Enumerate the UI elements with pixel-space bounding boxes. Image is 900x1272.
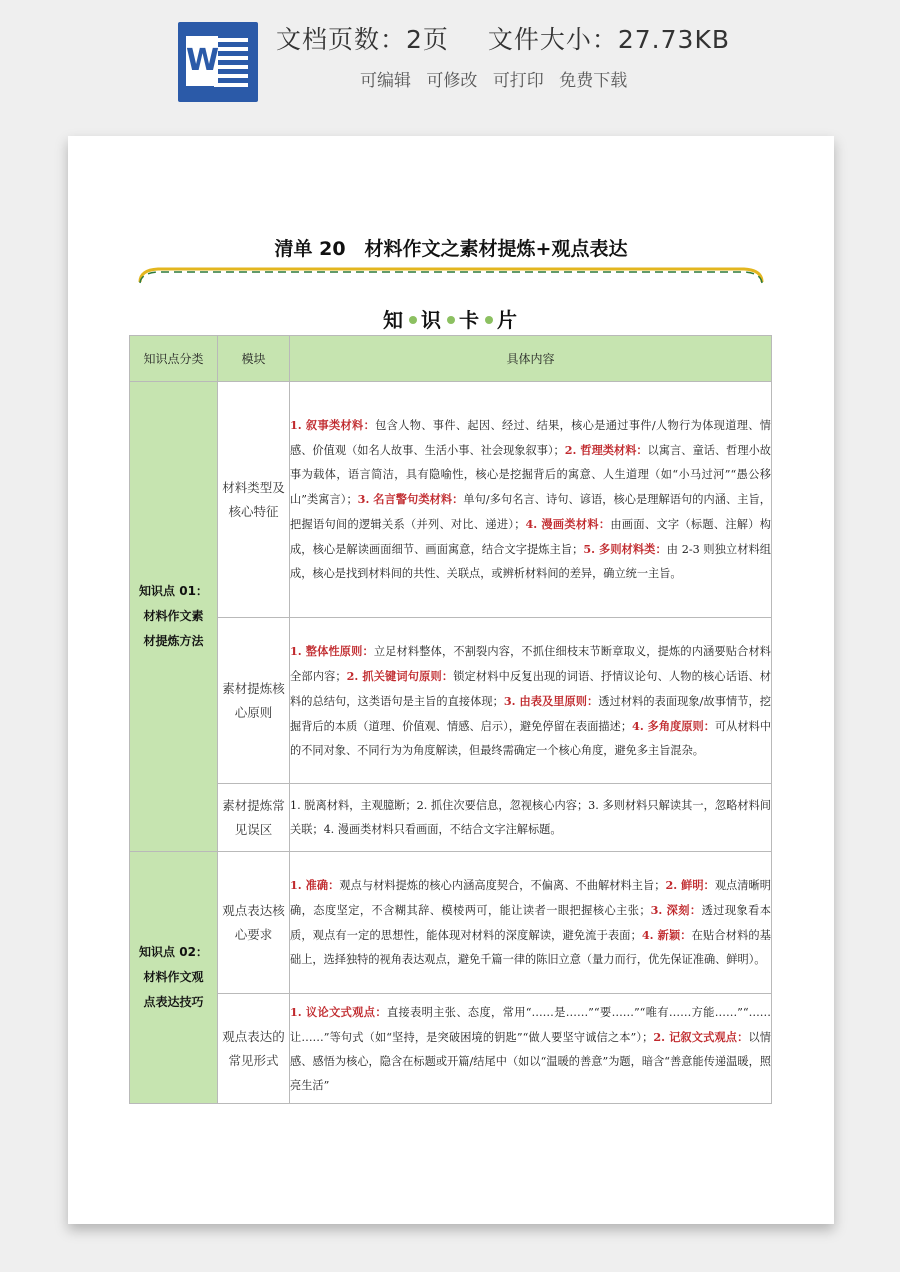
content-heading: 4. 多角度原则： — [632, 718, 715, 733]
content-cell — [290, 784, 772, 852]
content-text: 透过现象看本质，观点有一定的思想性，能体现对材料的深度解读，避免流于表面； — [290, 904, 771, 942]
file-size: 文件大小：27.73KB — [487, 25, 730, 54]
category-line: 知识点 01： — [139, 584, 208, 598]
category-line: 材料作文观 — [143, 970, 204, 984]
content-heading: 2. 抓关键词句原则： — [346, 668, 454, 683]
document-page — [68, 136, 834, 1224]
content-heading: 2. 记叙文式观点： — [653, 1029, 749, 1044]
content-text: 以寓言、童话、哲理小故事为载体，语言简洁，具有隐喻性，核心是挖掘背后的寓意、人生道理（如“小马过河”“愚公移山”类寓言）； — [290, 444, 771, 506]
header-category: 知识点分类 — [130, 336, 218, 382]
content-heading: 1. 准确： — [290, 878, 340, 892]
knowledge-table — [129, 335, 772, 1104]
header-content: 具体内容 — [290, 336, 772, 382]
document-title: 清单 20 材料作文之素材提炼+观点表达 — [274, 238, 628, 260]
content-text: 直接表明主张、态度，常用“……是……”“要……”“唯有……方能……”“……让……”等句式（如“坚持，是突破困境的钥匙”“做人要坚守诚信之本”）； — [290, 1005, 771, 1044]
document-actions — [360, 66, 637, 91]
content-cell — [290, 618, 772, 784]
logo-letter: W — [186, 36, 218, 86]
content-heading: 2. 哲理类材料： — [564, 443, 648, 457]
module-cell: 观点表达核心要求 — [218, 852, 290, 994]
knowledge-card-heading — [68, 304, 834, 333]
module-cell: 素材提炼常见误区 — [218, 784, 290, 852]
table-row — [130, 994, 772, 1104]
content-text: 在贴合材料的基础上，选择独特的视角表达观点，避免千篇一律的陈旧立意（量力而行，优先保证准确、鲜明）。 — [290, 929, 771, 966]
category-line: 知识点 02： — [139, 945, 208, 959]
content-cell — [290, 382, 772, 618]
content-heading: 4. 漫画类材料： — [525, 517, 611, 531]
content-text: 由画面、文字（标题、注解）构成，核心是解读画面细节、画面寓意，结合文字提炼主旨； — [290, 518, 771, 556]
content-text: 1. 脱离材料，主观臆断；2. 抓住次要信息，忽视核心内容；3. 多则材料只解读其一，忽略材料间关联；4. 漫画类材料只看画面，不结合文字注解标题。 — [290, 798, 771, 836]
heading-char: 片 — [497, 308, 519, 332]
module-cell: 素材提炼核心原则 — [218, 618, 290, 784]
dot-icon — [447, 316, 455, 324]
content-text: 可从材料中的不同对象、不同行为为角度解读，但最终需确定一个核心角度，避免多主旨混杂。 — [290, 719, 772, 757]
content-cell — [290, 852, 772, 994]
table-header-row — [130, 336, 772, 382]
category-line: 点表达技巧 — [143, 995, 204, 1009]
table-row — [130, 618, 772, 784]
content-heading: 1. 议论文式观点： — [290, 1004, 387, 1019]
action-modifiable: 可修改 — [426, 71, 478, 91]
module-cell: 观点表达的常见形式 — [218, 994, 290, 1104]
download-banner — [0, 0, 900, 128]
table-row — [130, 852, 772, 994]
table-row — [130, 784, 772, 852]
content-text: 观点清晰明确，态度坚定，不含糊其辞、模棱两可，能让读者一眼把握核心主张； — [290, 879, 771, 917]
action-printable: 可打印 — [492, 71, 544, 91]
content-text: 锁定材料中反复出现的词语、抒情议论句、人物的核心话语、材料的总结句，这类语句是主旨的直接体现； — [290, 669, 771, 708]
action-free-download: 免费下载 — [559, 71, 628, 91]
content-heading: 1. 整体性原则： — [290, 643, 374, 658]
content-text: 由 2-3 则独立材料组成，核心是找到材料间的共性、关联点，或辨析材料间的差异，确立统一主旨。 — [290, 543, 771, 580]
content-heading: 3. 深刻： — [650, 903, 702, 917]
category-cell — [130, 852, 218, 1104]
content-text: 透过材料的表面现象/故事情节，挖掘背后的本质（道理、价值观、情感、启示），避免停留在表面描述； — [290, 694, 771, 733]
content-text: 以情感、感悟为核心，隐含在标题或开篇/结尾中（如以“温暖的善意”为题，暗含“善意能传递温暖，照亮生活” — [290, 1030, 771, 1092]
content-heading: 4. 新颖： — [641, 928, 692, 942]
content-heading: 2. 鲜明： — [665, 878, 715, 892]
content-heading: 3. 由表及里原则： — [503, 693, 599, 708]
content-text: 包含人物、事件、起因、经过、结果，核心是通过事件/人物行为体现道理、情感、价值观（如名人故事、生活小事、社会现象叙事）； — [290, 419, 771, 457]
word-document-icon — [178, 22, 258, 102]
heading-char: 识 — [421, 308, 443, 332]
title-underline-decoration — [138, 264, 764, 284]
header-module: 模块 — [218, 336, 290, 382]
table-row — [130, 382, 772, 618]
heading-char: 知 — [383, 308, 405, 332]
page-count: 文档页数：2页 — [276, 25, 449, 54]
content-text: 立足材料整体，不割裂内容，不抓住细枝末节断章取义，提炼的内涵要贴合材料全部内容； — [290, 644, 771, 683]
module-cell: 材料类型及核心特征 — [218, 382, 290, 618]
action-editable: 可编辑 — [360, 71, 411, 91]
content-cell — [290, 994, 772, 1104]
heading-char: 卡 — [459, 308, 481, 332]
content-text: 单句/多句名言、诗句、谚语，核心是理解语句的内涵、主旨，把握语句间的逻辑关系（并列、对比、递进）； — [290, 493, 771, 531]
dot-icon — [485, 316, 493, 324]
dot-icon — [409, 316, 417, 324]
content-heading: 3. 名言警句类材料： — [357, 492, 464, 506]
content-text: 观点与材料提炼的核心内涵高度契合，不偏离、不曲解材料主旨； — [339, 879, 666, 892]
category-line: 材提炼方法 — [143, 634, 204, 648]
category-cell — [130, 382, 218, 852]
content-heading: 5. 多则材料类： — [583, 542, 667, 556]
document-meta — [276, 20, 760, 56]
category-line: 材料作文素 — [143, 609, 204, 623]
content-heading: 1. 叙事类材料： — [290, 418, 376, 432]
